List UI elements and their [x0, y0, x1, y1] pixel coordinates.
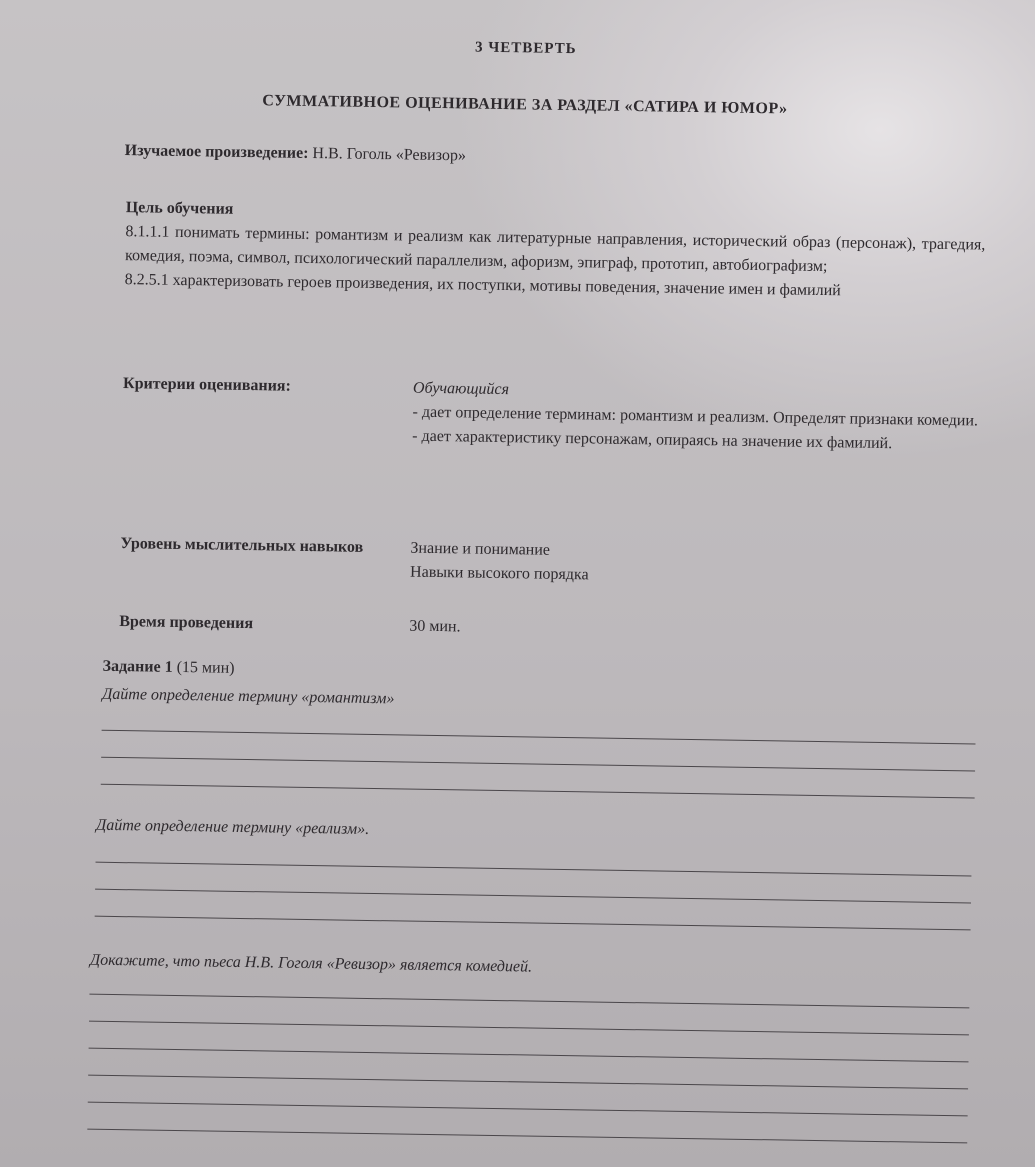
task-prompt-romanticism: Дайте определение термину «романтизм» [102, 685, 395, 708]
answer-line [89, 1048, 969, 1063]
learning-goal-label: Цель обучения [125, 199, 234, 218]
answer-line [95, 889, 971, 904]
answer-line [89, 1021, 969, 1036]
task-prompt-realism: Дайте определение термину «реализм». [95, 816, 370, 838]
page-title: СУММАТИВНОЕ ОЦЕНИВАНИЕ ЗА РАЗДЕЛ «САТИРА И ЮМОР» [262, 92, 788, 118]
skills-level: Знание и понимание [410, 539, 551, 559]
answer-line [87, 1129, 967, 1144]
answer-line [88, 1102, 968, 1117]
time-value: 30 мин. [409, 617, 461, 636]
answer-line [88, 1075, 968, 1090]
studied-work-value: Н.В. Гоголь «Ревизор» [312, 145, 467, 165]
criteria-item: - дает характеристику персонажам, опираясь на значение их фамилий. [412, 427, 893, 453]
skills-label: Уровень мыслительных навыков [120, 535, 364, 556]
task-duration: (15 мин) [176, 658, 235, 677]
studied-work-label: Изучаемое произведение: [124, 142, 309, 162]
task-heading [102, 658, 234, 678]
criteria-label: Критерии оценивания: [122, 375, 291, 395]
answer-line [89, 994, 969, 1009]
studied-work [125, 142, 466, 165]
answer-line [102, 730, 976, 745]
task-prompt-comedy: Докажите, что пьеса Н.В. Гоголя «Ревизор» является комедией. [89, 951, 533, 976]
time-label: Время проведения [119, 613, 254, 633]
learning-goal-item: 8.2.5.1 характеризовать героев произведения, их поступки, мотивы поведения, значение имен и фамилий [124, 271, 841, 300]
answer-line [96, 862, 972, 877]
criteria-item: - дает определение терминам: романтизм и реализм. Определят признаки комедии. [412, 403, 979, 430]
skills-level: Навыки высокого порядка [409, 563, 589, 584]
skills-value [410, 537, 981, 594]
task-title: Задание 1 [102, 657, 173, 676]
answer-line [101, 784, 975, 799]
learning-goal-item: 8.1.1.1 понимать термины: романтизм и реализм как литературные направления, исторический образ (персонаж), трагедия, комедия, поэма, символ, психологический параллелизм, афоризм, эпиграф, прототип, автобиографизм; [124, 223, 986, 276]
criteria-lead: Обучающийся [412, 379, 510, 399]
answer-line [101, 757, 975, 772]
criteria-value [412, 377, 983, 458]
answer-line [95, 916, 971, 931]
learning-goal [124, 196, 985, 305]
quarter-heading: 3 ЧЕТВЕРТЬ [474, 39, 577, 58]
